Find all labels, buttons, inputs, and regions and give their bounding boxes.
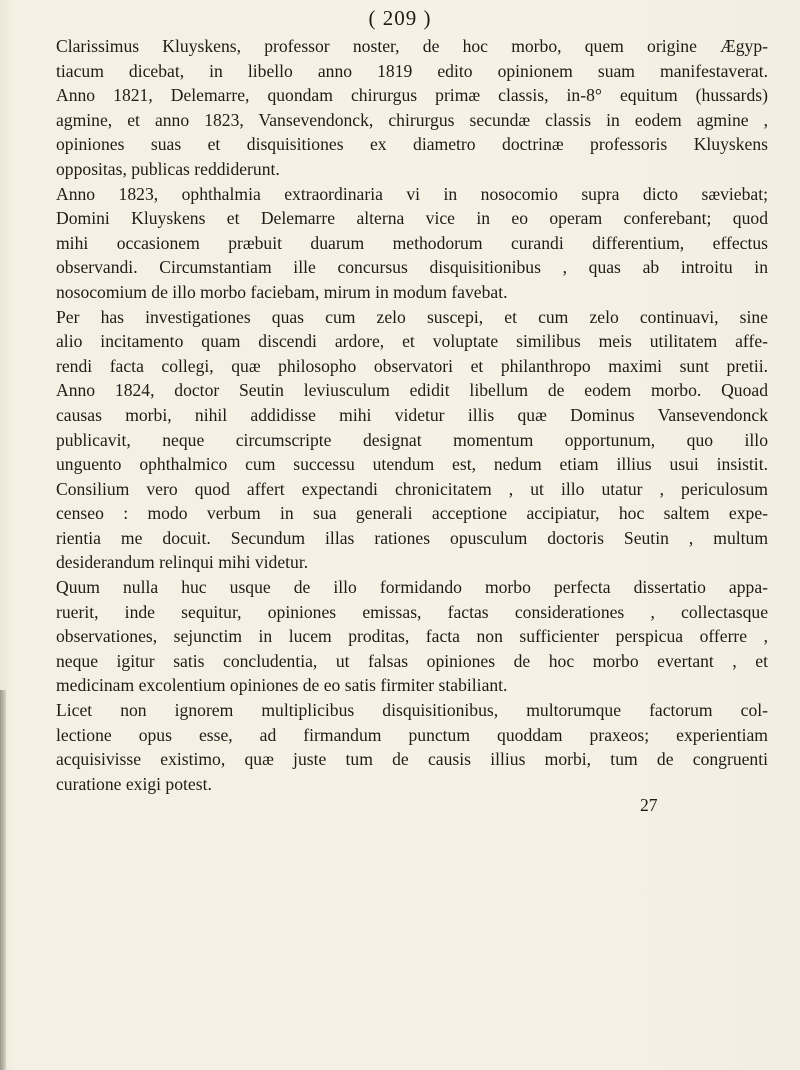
- text-line: acquisivisse existimo, quæ juste tum de causis illius morbi, tum de congruenti: [56, 749, 768, 770]
- text-line: unguento ophthalmico cum successu utendum est, nedum etiam illius usui insistit.: [56, 454, 768, 475]
- body-text: [56, 34, 768, 796]
- signature-mark: 27: [640, 795, 658, 815]
- text-line: rendi facta collegi, quæ philosopho observatori et philanthropo maximi sunt pretii.: [56, 355, 768, 376]
- text-line: tiacum dicebat, in libello anno 1819 edito opinionem suam manifestaverat.: [56, 60, 768, 81]
- text-line: neque igitur satis concludentia, ut falsas opiniones de hoc morbo evertant , et: [56, 650, 768, 671]
- text-line: alio incitamento quam discendi ardore, et voluptate similibus meis utilitatem affe-: [56, 331, 768, 352]
- text-line: desiderandum relinqui mihi videtur.: [56, 552, 309, 573]
- text-line: causas morbi, nihil addidisse mihi videtur illis quæ Dominus Vansevendonck: [56, 404, 768, 425]
- text-line: opiniones suas et disquisitiones ex diametro doctrinæ professoris Kluyskens: [56, 134, 768, 155]
- text-line: agmine, et anno 1823, Vansevendonck, chirurgus secundæ classis in eodem agmine ,: [56, 109, 768, 130]
- text-line: medicinam excolentium opiniones de eo satis firmiter stabiliant.: [56, 675, 508, 696]
- text-line: Per has investigationes quas cum zelo suscepi, et cum zelo continuavi, sine: [56, 306, 768, 327]
- text-line: mihi occasionem præbuit duarum methodorum curandi differentium, effectus: [56, 232, 768, 253]
- text-line: Anno 1824, doctor Seutin leviusculum edidit libellum de eodem morbo. Quoad: [56, 380, 768, 401]
- text-line: Quum nulla huc usque de illo formidando morbo perfecta dissertatio appa-: [56, 577, 768, 598]
- text-line: observandi. Circumstantiam ille concursus disquisitionibus , quas ab introitu in: [56, 257, 768, 278]
- text-line: Anno 1821, Delemarre, quondam chirurgus primæ classis, in-8° equitum (hussards): [56, 85, 768, 106]
- text-line: publicavit, neque circumscripte designat momentum opportunum, quo illo: [56, 429, 768, 450]
- text-line: observationes, sejunctim in lucem proditas, facta non sufficienter perspicua offerre ,: [56, 626, 768, 647]
- binding-shadow: [0, 690, 6, 1070]
- page-number: ( 209 ): [368, 6, 432, 30]
- text-line: curatione exigi potest.: [56, 773, 212, 794]
- text-line: lectione opus esse, ad firmandum punctum quoddam praxeos; experientiam: [56, 724, 768, 745]
- text-line: Domini Kluyskens et Delemarre alterna vice in eo operam conferebant; quod: [56, 208, 768, 229]
- text-line: ruerit, inde sequitur, opiniones emissas, factas considerationes , collectasque: [56, 601, 768, 622]
- text-line: nosocomium de illo morbo faciebam, mirum in modum favebat.: [56, 281, 508, 302]
- text-line: oppositas, publicas reddiderunt.: [56, 158, 280, 179]
- text-line: Anno 1823, ophthalmia extraordinaria vi in nosocomio supra dicto sæviebat;: [56, 183, 768, 204]
- text-line: Licet non ignorem multiplicibus disquisitionibus, multorumque factorum col-: [56, 700, 768, 721]
- text-line: censeo : modo verbum in sua generali acceptione accipiatur, hoc saltem expe-: [56, 503, 768, 524]
- text-line: Consilium vero quod affert expectandi chronicitatem , ut illo utatur , periculosum: [56, 478, 768, 499]
- text-line: Clarissimus Kluyskens, professor noster, de hoc morbo, quem origine Ægyp-: [56, 36, 768, 56]
- text-line: rientia me docuit. Secundum illas rationes opusculum doctoris Seutin , multum: [56, 527, 768, 548]
